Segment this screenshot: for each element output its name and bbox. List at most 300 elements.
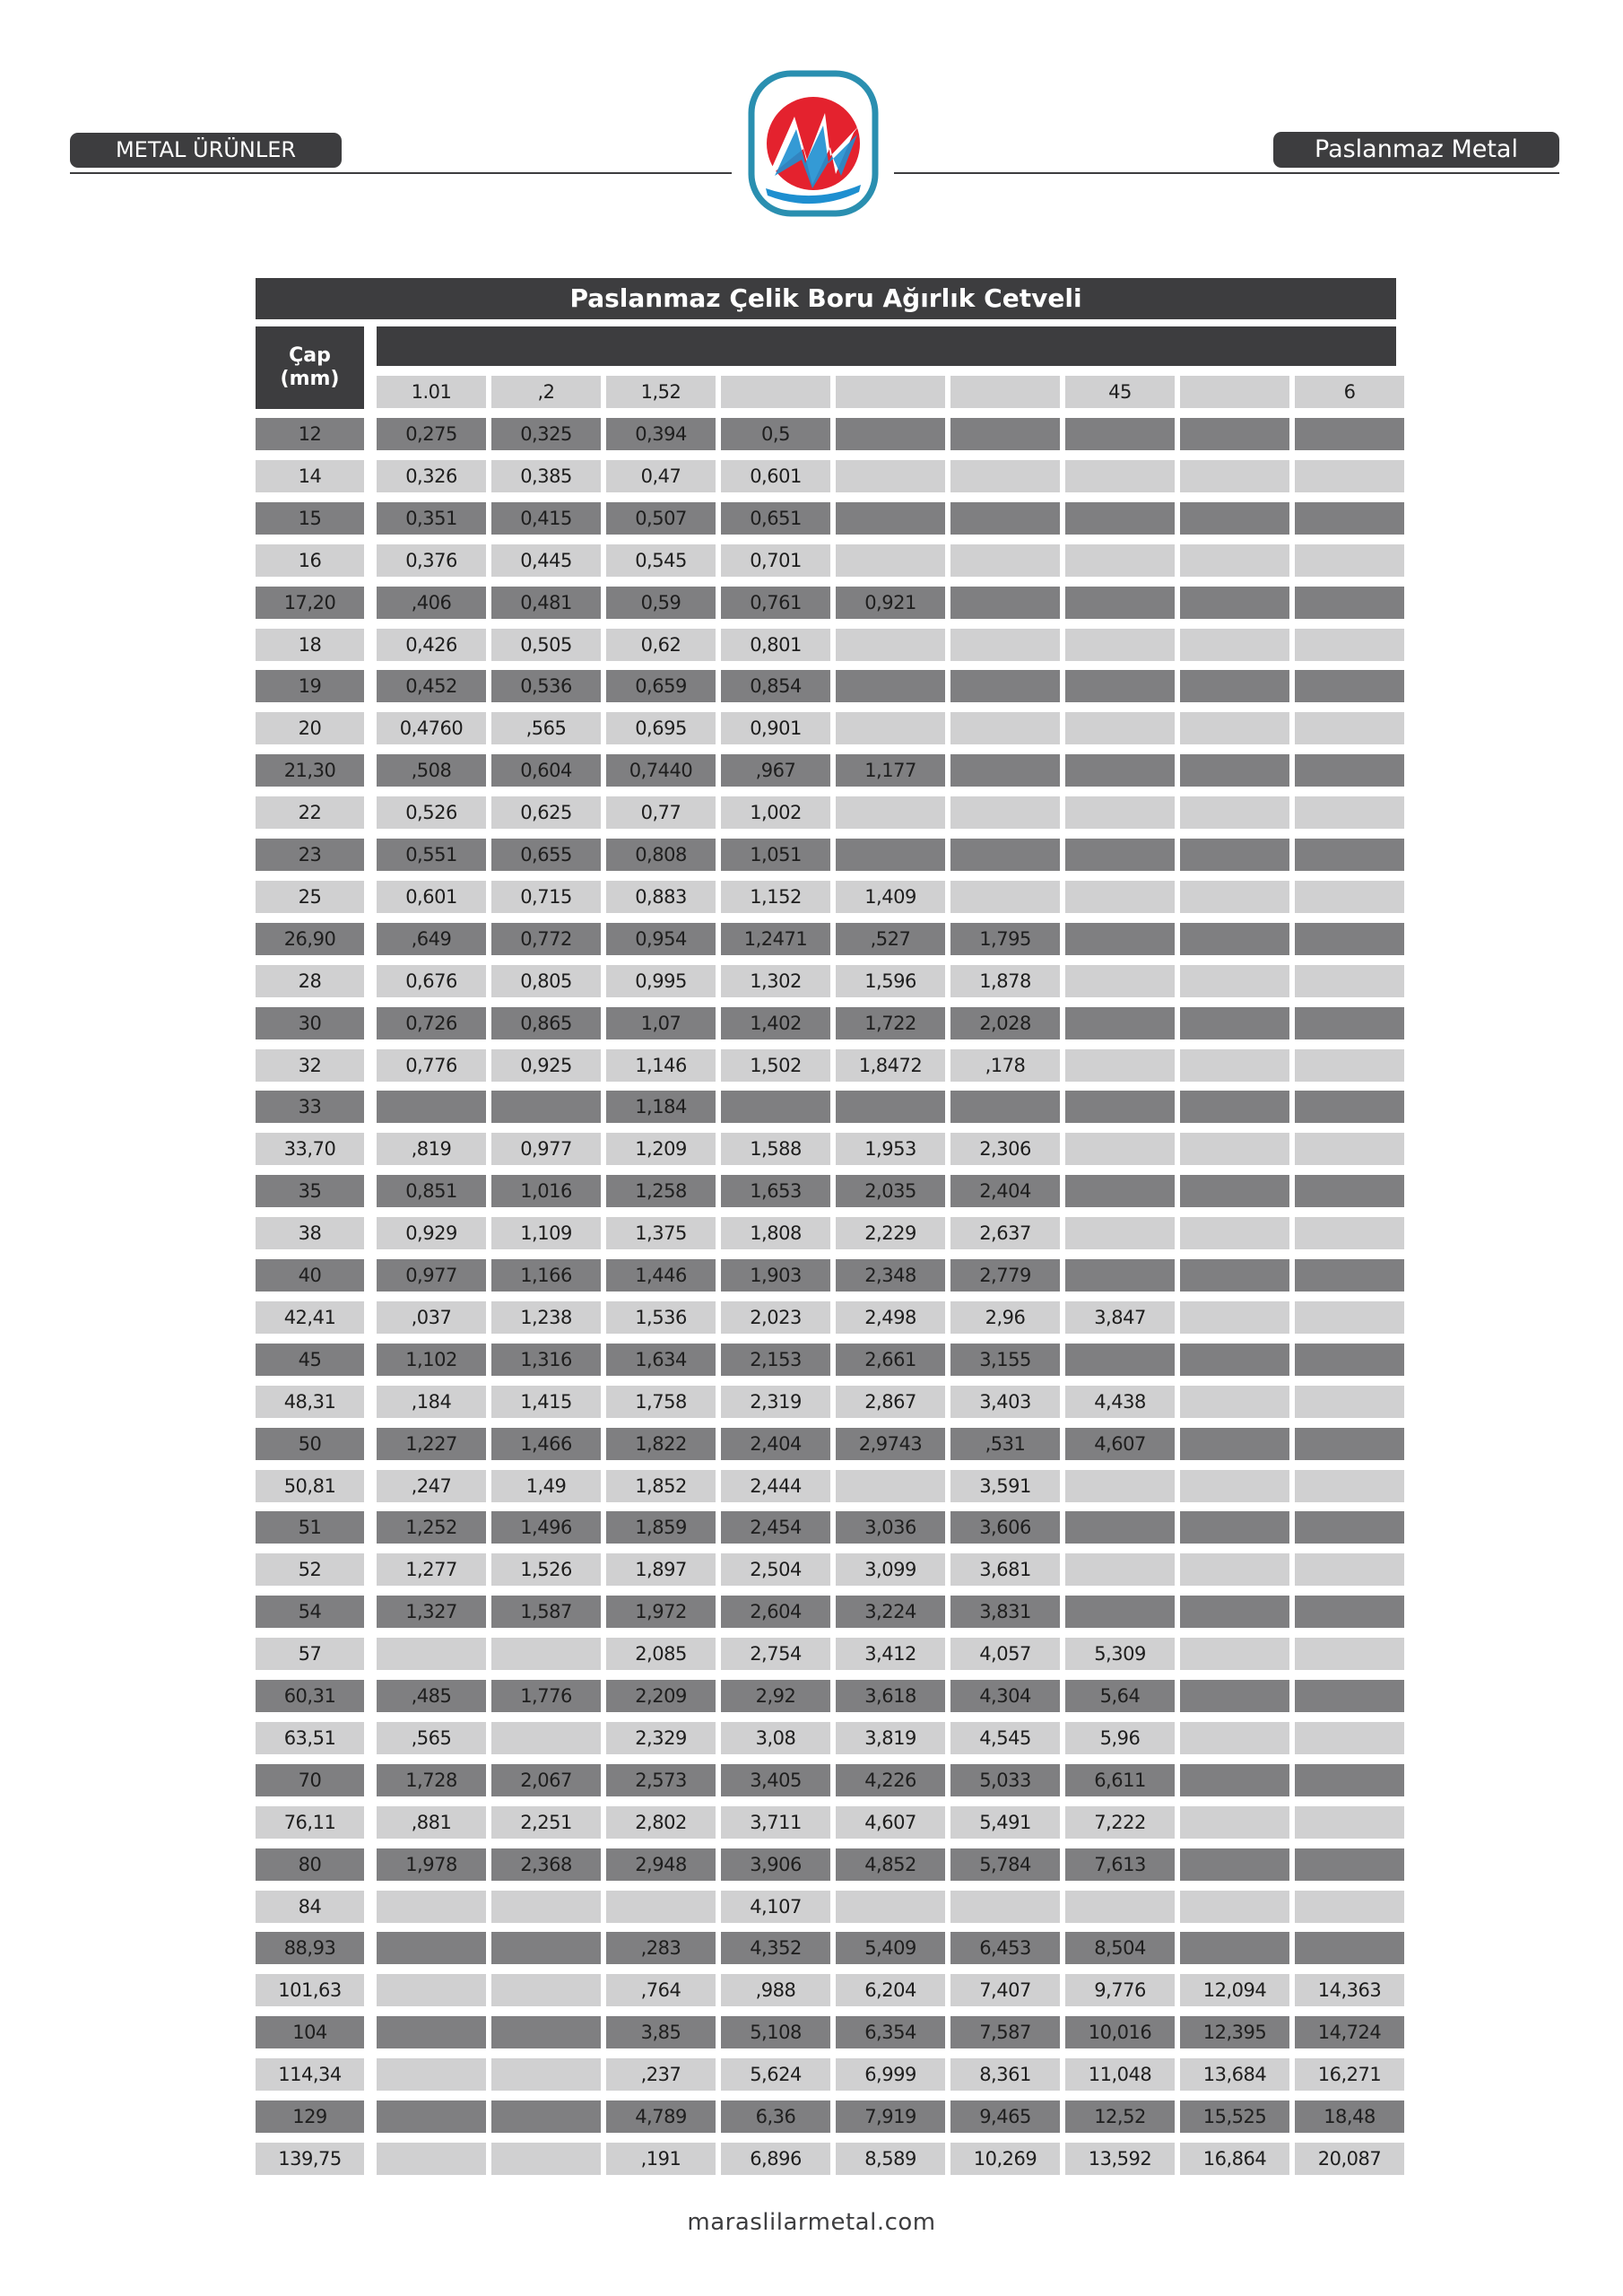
weight-cell: 0,545 <box>606 544 716 577</box>
weight-cell: 2,251 <box>491 1806 601 1839</box>
weight-cell <box>1065 923 1175 955</box>
weight-cell: 3,85 <box>606 2016 716 2048</box>
weight-cell <box>950 1091 1060 1123</box>
footer-website[interactable]: maraslilarmetal.com <box>687 2209 936 2236</box>
weight-cell: 0,854 <box>721 670 830 702</box>
weight-cell: 1,728 <box>377 1764 486 1796</box>
weight-cell: 1,596 <box>836 965 945 997</box>
weight-cell <box>1295 1428 1404 1460</box>
weight-cell <box>836 712 945 744</box>
weight-cell <box>1065 754 1175 787</box>
weight-cell: 5,491 <box>950 1806 1060 1839</box>
weight-cell: 2,229 <box>836 1217 945 1249</box>
weight-cell <box>1180 1848 1289 1881</box>
weight-cell: 0,426 <box>377 629 486 661</box>
weight-cell: 0,526 <box>377 796 486 829</box>
weight-cell: 3,08 <box>721 1722 830 1754</box>
weight-cell <box>1295 754 1404 787</box>
weight-cell: 2,023 <box>721 1301 830 1334</box>
weight-cell <box>1295 1175 1404 1207</box>
weight-cell: ,237 <box>606 2058 716 2091</box>
weight-cell <box>1295 587 1404 619</box>
weight-cell <box>491 1638 601 1670</box>
weight-cell: 0,772 <box>491 923 601 955</box>
weight-cell <box>1295 1638 1404 1670</box>
weight-cell: 3,847 <box>1065 1301 1175 1334</box>
weight-cell: 5,784 <box>950 1848 1060 1881</box>
diameter-cell: 70 <box>256 1764 364 1796</box>
weight-cell: 1,415 <box>491 1386 601 1418</box>
weight-cell: 2,085 <box>606 1638 716 1670</box>
weight-cell: 1,402 <box>721 1007 830 1039</box>
diameter-cell: 63,51 <box>256 1722 364 1754</box>
weight-cell: 2,444 <box>721 1470 830 1502</box>
weight-cell: 2,661 <box>836 1344 945 1376</box>
diameter-cell: 30 <box>256 1007 364 1039</box>
diameter-cell: 52 <box>256 1553 364 1586</box>
weight-cell: 1,152 <box>721 881 830 913</box>
thickness-header-cell <box>1180 376 1289 408</box>
weight-cell: 7,407 <box>950 1974 1060 2006</box>
weight-cell: ,037 <box>377 1301 486 1334</box>
weight-cell <box>1180 1133 1289 1165</box>
diameter-cell: 20 <box>256 712 364 744</box>
diameter-cell: 14 <box>256 460 364 492</box>
weight-cell <box>1180 923 1289 955</box>
weight-cell: 1,897 <box>606 1553 716 1586</box>
weight-cell: 2,498 <box>836 1301 945 1334</box>
diameter-cell: 35 <box>256 1175 364 1207</box>
weight-cell <box>1065 1470 1175 1502</box>
weight-cell <box>491 1932 601 1964</box>
weight-cell: 2,404 <box>950 1175 1060 1207</box>
weight-cell: 1,526 <box>491 1553 601 1586</box>
weight-cell <box>377 2143 486 2175</box>
weight-cell <box>1295 965 1404 997</box>
weight-cell: 0,47 <box>606 460 716 492</box>
weight-cell: 1,8472 <box>836 1049 945 1082</box>
weight-cell <box>1180 1553 1289 1586</box>
weight-cell: 1,327 <box>377 1596 486 1628</box>
thickness-header-cell: 1,52 <box>606 376 716 408</box>
weight-cell <box>1180 754 1289 787</box>
diameter-cell: 17,20 <box>256 587 364 619</box>
weight-cell: 0,801 <box>721 629 830 661</box>
weight-cell <box>836 839 945 871</box>
weight-cell <box>836 502 945 535</box>
weight-cell <box>950 839 1060 871</box>
weight-cell <box>1295 1806 1404 1839</box>
weight-cell: 3,819 <box>836 1722 945 1754</box>
weight-cell: 7,222 <box>1065 1806 1175 1839</box>
weight-cell: 0,977 <box>377 1259 486 1292</box>
weight-cell: 1,776 <box>491 1680 601 1712</box>
weight-cell <box>950 587 1060 619</box>
weight-cell: 0,695 <box>606 712 716 744</box>
weight-cell <box>1180 1722 1289 1754</box>
logo-mark-icon <box>748 70 879 217</box>
weight-cell: 1,903 <box>721 1259 830 1292</box>
weight-cell <box>1180 1091 1289 1123</box>
thickness-header-cell <box>721 376 830 408</box>
weight-cell <box>1065 1217 1175 1249</box>
weight-cell <box>1065 1175 1175 1207</box>
weight-cell: 0,452 <box>377 670 486 702</box>
diameter-cell: 23 <box>256 839 364 871</box>
diameter-cell: 26,90 <box>256 923 364 955</box>
weight-cell: 2,96 <box>950 1301 1060 1334</box>
weight-cell <box>377 1091 486 1123</box>
weight-cell: 0,59 <box>606 587 716 619</box>
weight-cell: 0,62 <box>606 629 716 661</box>
weight-cell: 0,865 <box>491 1007 601 1039</box>
weight-cell <box>950 796 1060 829</box>
weight-cell: 2,637 <box>950 1217 1060 1249</box>
weight-cell: 1,446 <box>606 1259 716 1292</box>
weight-cell: 5,624 <box>721 2058 830 2091</box>
weight-cell: 0,977 <box>491 1133 601 1165</box>
weight-cell <box>1295 1259 1404 1292</box>
weight-cell: 0,715 <box>491 881 601 913</box>
weight-cell <box>1065 712 1175 744</box>
weight-cell: ,247 <box>377 1470 486 1502</box>
weight-cell <box>950 670 1060 702</box>
weight-cell: 4,352 <box>721 1932 830 1964</box>
diameter-cell: 57 <box>256 1638 364 1670</box>
weight-cell: 3,155 <box>950 1344 1060 1376</box>
weight-cell: 0,883 <box>606 881 716 913</box>
weight-cell <box>1065 629 1175 661</box>
weight-cell <box>1180 544 1289 577</box>
weight-cell: 3,591 <box>950 1470 1060 1502</box>
weight-cell: ,988 <box>721 1974 830 2006</box>
weight-cell: ,565 <box>377 1722 486 1754</box>
weight-cell <box>1180 460 1289 492</box>
weight-cell <box>1180 418 1289 450</box>
diameter-header-line-1: Çap <box>289 344 331 367</box>
weight-cell <box>1180 1007 1289 1039</box>
weight-cell: 1,634 <box>606 1344 716 1376</box>
weight-cell: 2,067 <box>491 1764 601 1796</box>
weight-cell: 1,109 <box>491 1217 601 1249</box>
weight-cell: 3,711 <box>721 1806 830 1839</box>
weight-cell: 1,07 <box>606 1007 716 1039</box>
weight-cell: 0,901 <box>721 712 830 744</box>
weight-cell <box>491 1722 601 1754</box>
weight-cell: 1,227 <box>377 1428 486 1460</box>
weight-cell: 4,304 <box>950 1680 1060 1712</box>
diameter-cell: 50 <box>256 1428 364 1460</box>
weight-cell: ,819 <box>377 1133 486 1165</box>
diameter-cell: 50,81 <box>256 1470 364 1502</box>
diameter-cell: 114,34 <box>256 2058 364 2091</box>
weight-cell: 2,504 <box>721 1553 830 1586</box>
diameter-cell: 12 <box>256 418 364 450</box>
thickness-header-cell: 6 <box>1295 376 1404 408</box>
weight-cell: ,527 <box>836 923 945 955</box>
weight-cell: 1,252 <box>377 1511 486 1544</box>
weight-cell <box>1065 1133 1175 1165</box>
diameter-cell: 33,70 <box>256 1133 364 1165</box>
weight-cell <box>1295 418 1404 450</box>
weight-cell <box>1180 1638 1289 1670</box>
weight-cell <box>836 670 945 702</box>
weight-cell: 3,681 <box>950 1553 1060 1586</box>
weight-cell <box>1180 1596 1289 1628</box>
weight-cell: 2,92 <box>721 1680 830 1712</box>
weight-cell: 1,972 <box>606 1596 716 1628</box>
weight-cell <box>1295 544 1404 577</box>
weight-cell: 0,505 <box>491 629 601 661</box>
weight-cell <box>1295 1764 1404 1796</box>
weight-cell: 2,368 <box>491 1848 601 1881</box>
weight-cell <box>1180 1511 1289 1544</box>
weight-cell: 3,224 <box>836 1596 945 1628</box>
weight-cell: 0,776 <box>377 1049 486 1082</box>
weight-cell <box>1065 1511 1175 1544</box>
weight-cell: 3,403 <box>950 1386 1060 1418</box>
weight-cell: 0,601 <box>721 460 830 492</box>
weight-cell <box>1295 629 1404 661</box>
weight-cell: 1,496 <box>491 1511 601 1544</box>
weight-cell <box>1180 670 1289 702</box>
weight-cell <box>1180 587 1289 619</box>
weight-cell: 1,002 <box>721 796 830 829</box>
weight-cell <box>1295 1217 1404 1249</box>
weight-cell: 4,789 <box>606 2100 716 2133</box>
weight-cell: 7,613 <box>1065 1848 1175 1881</box>
weight-cell: 2,948 <box>606 1848 716 1881</box>
weight-cell <box>1180 1806 1289 1839</box>
weight-cell: 8,589 <box>836 2143 945 2175</box>
weight-cell: 1,209 <box>606 1133 716 1165</box>
weight-cell <box>1180 1386 1289 1418</box>
weight-cell: 2,028 <box>950 1007 1060 1039</box>
weight-cell <box>1180 1428 1289 1460</box>
weight-cell <box>950 418 1060 450</box>
weight-cell <box>1065 670 1175 702</box>
weight-cell <box>836 1091 945 1123</box>
weight-cell: ,283 <box>606 1932 716 1964</box>
diameter-cell: 88,93 <box>256 1932 364 1964</box>
weight-cell <box>1180 965 1289 997</box>
weight-cell <box>1065 587 1175 619</box>
weight-cell: 1,722 <box>836 1007 945 1039</box>
weight-cell: 4,607 <box>836 1806 945 1839</box>
weight-cell <box>1295 670 1404 702</box>
weight-cell: ,565 <box>491 712 601 744</box>
weight-cell: ,485 <box>377 1680 486 1712</box>
weight-cell: ,406 <box>377 587 486 619</box>
weight-cell <box>1065 1049 1175 1082</box>
weight-cell: 12,094 <box>1180 1974 1289 2006</box>
weight-cell: 2,209 <box>606 1680 716 1712</box>
weight-cell: 2,035 <box>836 1175 945 1207</box>
weight-cell: 3,618 <box>836 1680 945 1712</box>
weight-cell <box>1180 1891 1289 1923</box>
weight-cell: 1,536 <box>606 1301 716 1334</box>
diameter-cell: 80 <box>256 1848 364 1881</box>
weight-cell: 16,271 <box>1295 2058 1404 2091</box>
diameter-cell: 60,31 <box>256 1680 364 1712</box>
header-divider-left <box>70 172 732 174</box>
weight-cell <box>377 2058 486 2091</box>
weight-cell: 1,953 <box>836 1133 945 1165</box>
weight-cell <box>377 1638 486 1670</box>
weight-cell: 1,795 <box>950 923 1060 955</box>
weight-cell: 0,445 <box>491 544 601 577</box>
weight-cell <box>491 2143 601 2175</box>
diameter-cell: 18 <box>256 629 364 661</box>
weight-cell <box>491 2016 601 2048</box>
weight-cell <box>950 712 1060 744</box>
weight-cell: 10,016 <box>1065 2016 1175 2048</box>
weight-cell <box>1180 629 1289 661</box>
weight-cell: 0,954 <box>606 923 716 955</box>
weight-cell: 6,204 <box>836 1974 945 2006</box>
weight-cell: 14,724 <box>1295 2016 1404 2048</box>
weight-cell <box>491 1974 601 2006</box>
weight-cell: 0,415 <box>491 502 601 535</box>
thickness-header-cell: 1.01 <box>377 376 486 408</box>
weight-cell: 4,607 <box>1065 1428 1175 1460</box>
weight-cell <box>1180 712 1289 744</box>
weight-cell <box>1295 712 1404 744</box>
weight-cell <box>1295 1091 1404 1123</box>
weight-cell: 0,275 <box>377 418 486 450</box>
weight-cell: 1,184 <box>606 1091 716 1123</box>
weight-cell <box>1180 1175 1289 1207</box>
weight-cell: 0,7440 <box>606 754 716 787</box>
weight-cell <box>836 796 945 829</box>
weight-cell <box>1295 1007 1404 1039</box>
weight-cell: ,967 <box>721 754 830 787</box>
weight-cell <box>491 1091 601 1123</box>
diameter-cell: 76,11 <box>256 1806 364 1839</box>
weight-cell: 1,102 <box>377 1344 486 1376</box>
diameter-header-line-2: (mm) <box>280 368 340 390</box>
weight-cell: ,881 <box>377 1806 486 1839</box>
weight-cell <box>950 502 1060 535</box>
weight-cell <box>1180 1259 1289 1292</box>
weight-cell: 1,859 <box>606 1511 716 1544</box>
weight-cell: 5,64 <box>1065 1680 1175 1712</box>
weight-cell: 0,929 <box>377 1217 486 1249</box>
weight-cell <box>836 460 945 492</box>
weight-cell: 1,466 <box>491 1428 601 1460</box>
diameter-cell: 19 <box>256 670 364 702</box>
weight-cell <box>1295 923 1404 955</box>
weight-cell: ,649 <box>377 923 486 955</box>
weight-cell: 1,822 <box>606 1428 716 1460</box>
weight-cell: 4,545 <box>950 1722 1060 1754</box>
weight-cell: 5,409 <box>836 1932 945 1964</box>
weight-cell <box>1065 460 1175 492</box>
weight-cell: 1,409 <box>836 881 945 913</box>
weight-cell: 1,146 <box>606 1049 716 1082</box>
weight-cell: 1,177 <box>836 754 945 787</box>
diameter-cell: 54 <box>256 1596 364 1628</box>
weight-cell <box>377 2100 486 2133</box>
diameter-cell: 38 <box>256 1217 364 1249</box>
weight-cell <box>1065 1891 1175 1923</box>
weight-cell: 1,238 <box>491 1301 601 1334</box>
weight-cell: 2,754 <box>721 1638 830 1670</box>
diameter-cell: 40 <box>256 1259 364 1292</box>
weight-cell: 2,348 <box>836 1259 945 1292</box>
weight-cell: 0,601 <box>377 881 486 913</box>
weight-cell <box>1065 796 1175 829</box>
weight-cell: 12,52 <box>1065 2100 1175 2133</box>
weight-cell <box>1295 1553 1404 1586</box>
weight-cell: 1,051 <box>721 839 830 871</box>
weight-cell <box>1295 1932 1404 1964</box>
weight-cell <box>950 460 1060 492</box>
weight-cell <box>1065 418 1175 450</box>
weight-cell: 6,36 <box>721 2100 830 2133</box>
weight-cell <box>1065 1553 1175 1586</box>
weight-cell <box>1295 1344 1404 1376</box>
diameter-cell: 21,30 <box>256 754 364 787</box>
brand-logo <box>748 70 879 217</box>
weight-cell <box>1065 1259 1175 1292</box>
weight-cell: ,184 <box>377 1386 486 1418</box>
weight-cell: 0,536 <box>491 670 601 702</box>
weight-cell <box>1180 1217 1289 1249</box>
weight-cell: 9,776 <box>1065 1974 1175 2006</box>
weight-cell <box>950 1891 1060 1923</box>
weight-cell: 7,919 <box>836 2100 945 2133</box>
weight-cell: 3,405 <box>721 1764 830 1796</box>
weight-cell <box>1295 1722 1404 1754</box>
weight-cell <box>1065 881 1175 913</box>
weight-cell <box>1065 839 1175 871</box>
weight-cell: 12,395 <box>1180 2016 1289 2048</box>
weight-cell <box>836 544 945 577</box>
weight-cell: 6,453 <box>950 1932 1060 1964</box>
weight-cell <box>1295 1049 1404 1082</box>
weight-cell <box>1295 1891 1404 1923</box>
diameter-cell: 84 <box>256 1891 364 1923</box>
weight-cell <box>1065 1091 1175 1123</box>
weight-cell: 3,606 <box>950 1511 1060 1544</box>
diameter-cell: 16 <box>256 544 364 577</box>
diameter-cell: 33 <box>256 1091 364 1123</box>
diameter-cell: 104 <box>256 2016 364 2048</box>
diameter-cell: 42,41 <box>256 1301 364 1334</box>
weight-cell <box>836 418 945 450</box>
weight-cell <box>1065 1007 1175 1039</box>
weight-cell <box>491 1891 601 1923</box>
weight-cell: 1,2471 <box>721 923 830 955</box>
weight-cell <box>1180 1301 1289 1334</box>
weight-cell: 0,551 <box>377 839 486 871</box>
weight-cell: 0,805 <box>491 965 601 997</box>
weight-cell <box>1180 1344 1289 1376</box>
diameter-cell: 32 <box>256 1049 364 1082</box>
weight-cell: 13,592 <box>1065 2143 1175 2175</box>
weight-cell: ,191 <box>606 2143 716 2175</box>
weight-cell <box>1295 1470 1404 1502</box>
weight-cell: 2,604 <box>721 1596 830 1628</box>
thickness-header-cell <box>836 376 945 408</box>
weight-cell <box>950 754 1060 787</box>
weight-cell: 0,507 <box>606 502 716 535</box>
weight-cell: 8,504 <box>1065 1932 1175 1964</box>
diameter-cell: 45 <box>256 1344 364 1376</box>
weight-cell: 0,4760 <box>377 712 486 744</box>
weight-cell: 1,49 <box>491 1470 601 1502</box>
